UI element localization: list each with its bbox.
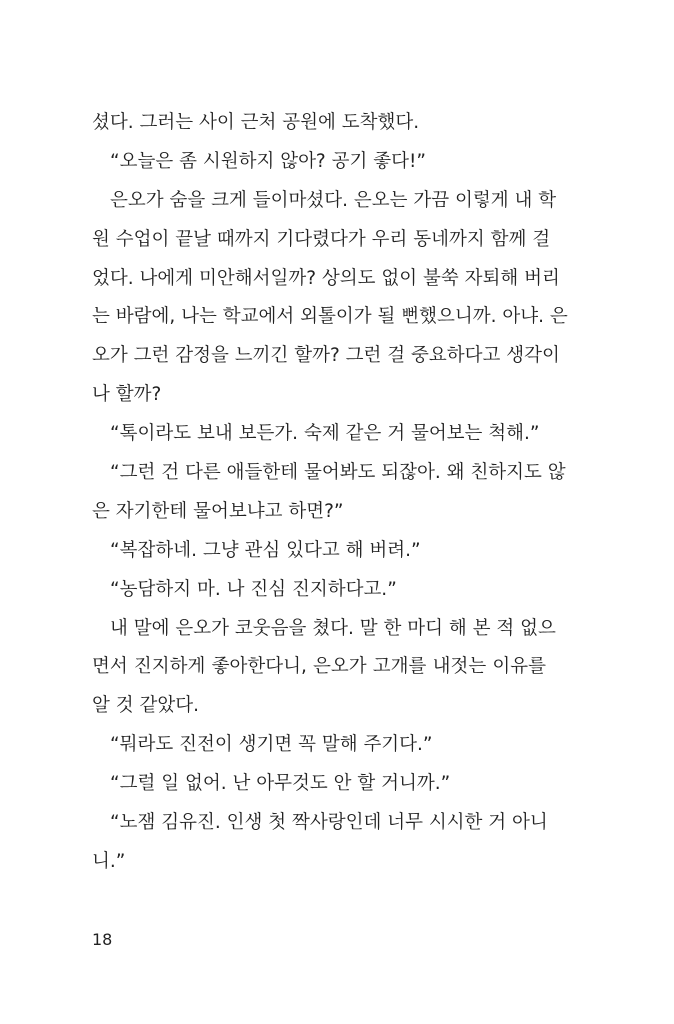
text-line: “노잼 김유진. 인생 첫 짝사랑인데 너무 시시한 거 아니 [110,812,548,834]
text-line: 알 것 같았다. [92,695,199,717]
text-line: 셨다. 그러는 사이 근처 공원에 도착했다. [92,112,420,133]
text-line: 내 말에 은오가 코웃음을 쳤다. 말 한 마디 해 본 적 없으 [110,617,556,639]
text-line: “복잡하네. 그냥 관심 있다고 해 버려.” [110,539,421,561]
text-line: “오늘은 좀 시원하지 않아? 공기 좋다!” [110,150,427,172]
text-line: 니.” [92,850,126,872]
text-line: 오가 그런 감정을 느끼긴 할까? 그런 걸 중요하다고 생각이 [92,345,560,367]
text-line: 면서 진지하게 좋아한다니, 은오가 고개를 내젓는 이유를 [92,656,546,678]
text-line: 은오가 숨을 크게 들이마셨다. 은오는 가끔 이렇게 내 학 [110,189,557,211]
text-line: “그럴 일 없어. 난 아무것도 안 할 거니까.” [110,773,451,795]
page-body [92,104,568,882]
text-line: “농담하지 마. 나 진심 진지하다고.” [110,578,397,600]
text-line: “그런 건 다른 애들한테 물어봐도 되잖아. 왜 친하지도 않 [110,462,566,484]
text-line: 나 할까? [92,384,162,406]
text-line: 는 바람에, 나는 학교에서 외톨이가 될 뻔했으니까. 아냐. 은 [92,306,568,328]
text-line: 었다. 나에게 미안해서일까? 상의도 없이 불쑥 자퇴해 버리 [92,267,560,289]
page-number: 18 [92,930,113,949]
text-line: 은 자기한테 물어보냐고 하면?” [92,500,344,522]
text-line: “뭐라도 진전이 생기면 꼭 말해 주기다.” [110,734,433,756]
text-line: 원 수업이 끝날 때까지 기다렸다가 우리 동네까지 함께 걸 [92,228,551,250]
text-line: “톡이라도 보내 보든가. 숙제 같은 거 물어보는 척해.” [110,423,540,445]
